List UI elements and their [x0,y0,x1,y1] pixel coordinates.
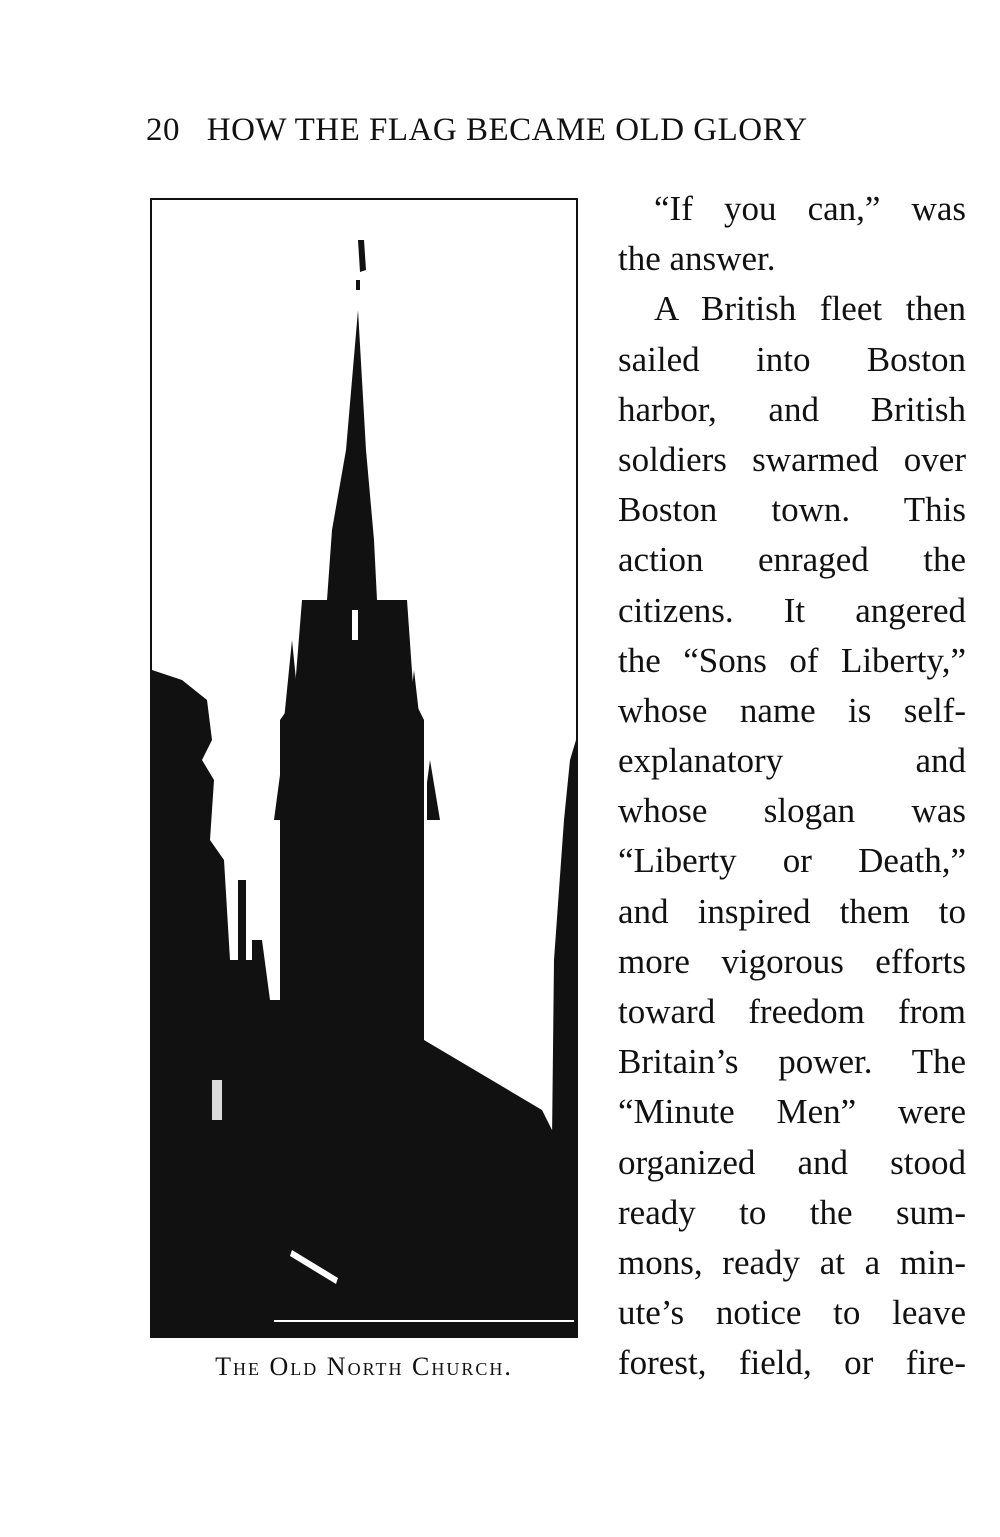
church-photo [150,198,578,1338]
text-line: soldiers swarmed over [618,439,966,479]
text-line: and inspired them to [618,891,966,931]
text-line: action enraged the [618,540,966,580]
church-spire-illustration [152,200,576,1336]
text-line: the answer. [618,239,776,279]
running-head-title: HOW THE FLAG BECAME OLD GLORY [206,112,808,148]
text-line: toward freedom from [618,992,966,1031]
text-line: ready to the sum- [618,1192,966,1232]
text-line: the “Sons of Liberty,” [618,640,966,680]
text-line: forest, field, or fire- [618,1343,966,1383]
page-number: 20 [146,112,180,148]
text-line: Boston town. This [618,490,966,530]
text-line: “Minute Men” were [618,1092,966,1132]
text-line: mons, ready at a min- [618,1242,966,1282]
text-line: “Liberty or Death,” [618,841,966,881]
body-text [618,184,966,1389]
text-line: A British fleet then [654,289,966,329]
running-head [146,112,946,149]
text-line: whose name is self- [618,690,966,730]
text-line: explanatory and [618,741,966,781]
text-line: citizens. It angered [618,590,966,630]
text-line: Britain’s power. The [618,1042,966,1082]
text-line: more vigorous efforts [618,941,966,981]
figure-caption: The Old North Church. [215,1352,513,1381]
text-line: “If you can,” was [654,189,966,228]
text-line: sailed into Boston [618,339,966,379]
text-line: harbor, and British [618,389,966,429]
text-line: whose slogan was [618,791,966,831]
text-line: organized and stood [618,1142,966,1182]
text-line: ute’s notice to leave [618,1293,966,1333]
